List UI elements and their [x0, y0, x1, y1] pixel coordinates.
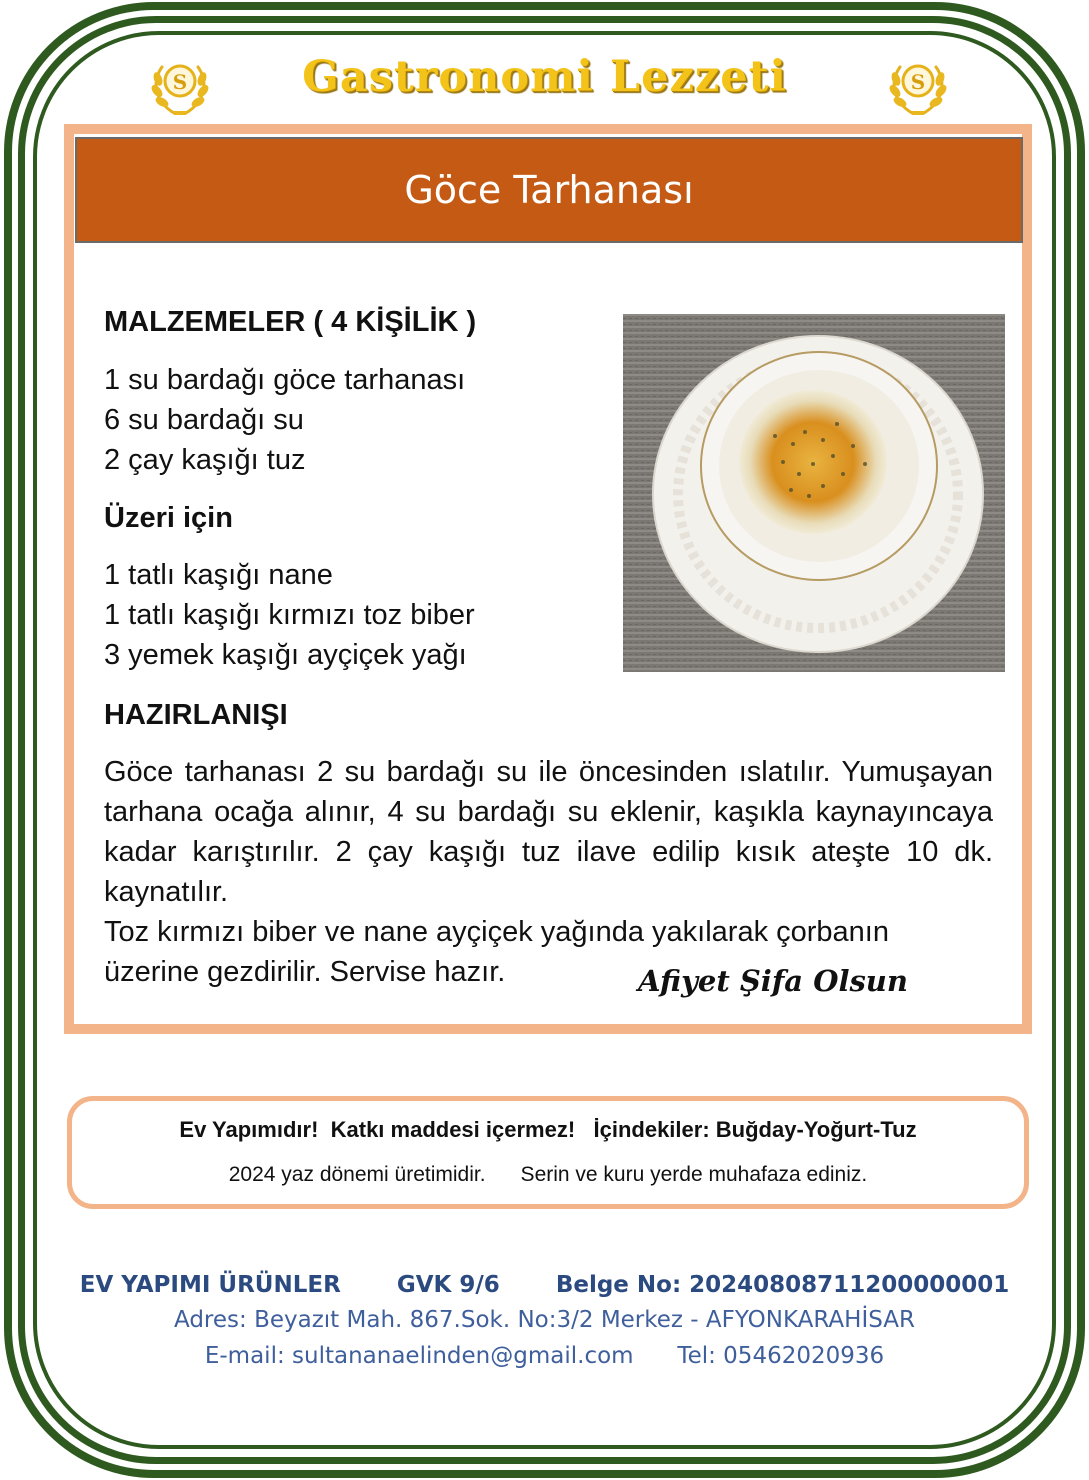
list-item: 1 su bardağı göce tarhanası — [104, 364, 466, 396]
list-item: 3 yemek kaşığı ayçiçek yağı — [104, 639, 467, 671]
brand-title: Gastronomi Lezzeti — [302, 52, 787, 102]
blessing-text: Afiyet Şifa Olsun — [638, 964, 908, 998]
prep-paragraph: Göce tarhanası 2 su bardağı su ile öncesinden ıslatılır. Yumuşayan tarhana ocağa alınır, 4 su bardağı su eklenir, kaşıkla kaynayıncaya kadar karıştırılır. 2 çay kaşığı tuz ilave edilip kısık ateşte 10 dk. kaynatılır. — [104, 756, 993, 908]
footer-contact: E-mail: sultananaelinden@gmail.com Tel: 05462020936 — [204, 1343, 885, 1369]
topping-list — [104, 555, 475, 675]
footer-address: Adres: Beyazıt Mah. 867.Sok. No:3/2 Merkez - AFYONKARAHİSAR — [174, 1307, 915, 1333]
prep-paragraph: üzerine gezdirilir. Servise hazır. — [104, 956, 506, 988]
notice-line: Ev Yapımıdır! Katkı maddesi içermez! İçindekiler: Buğday-Yoğurt-Tuz — [179, 1117, 917, 1142]
ingredients-heading: MALZEMELER ( 4 KİŞİLİK ) — [104, 306, 477, 338]
logo-letter: S — [910, 70, 926, 94]
prep-heading: HAZIRLANIŞI — [104, 699, 288, 731]
list-item: 1 tatlı kaşığı nane — [104, 559, 333, 591]
recipe-title: Göce Tarhanası — [75, 137, 1023, 243]
notice-box — [67, 1096, 1029, 1209]
soup-bowl-photo — [623, 314, 1005, 672]
list-item: 6 su bardağı su — [104, 404, 304, 436]
footer-line: EV YAPIMI ÜRÜNLER GVK 9/6 Belge No: 20240808711200000001 — [79, 1272, 1010, 1298]
ingredients-list — [104, 360, 465, 480]
logo-letter: S — [172, 70, 188, 94]
prep-paragraph: Toz kırmızı biber ve nane ayçiçek yağında yakılarak çorbanın — [104, 916, 889, 948]
topping-heading: Üzeri için — [104, 502, 233, 534]
list-item: 2 çay kaşığı tuz — [104, 444, 306, 476]
prep-text — [104, 752, 993, 992]
notice-line: 2024 yaz dönemi üretimidir. Serin ve kuru yerde muhafaza ediniz. — [228, 1163, 868, 1186]
list-item: 1 tatlı kaşığı kırmızı toz biber — [104, 599, 475, 631]
